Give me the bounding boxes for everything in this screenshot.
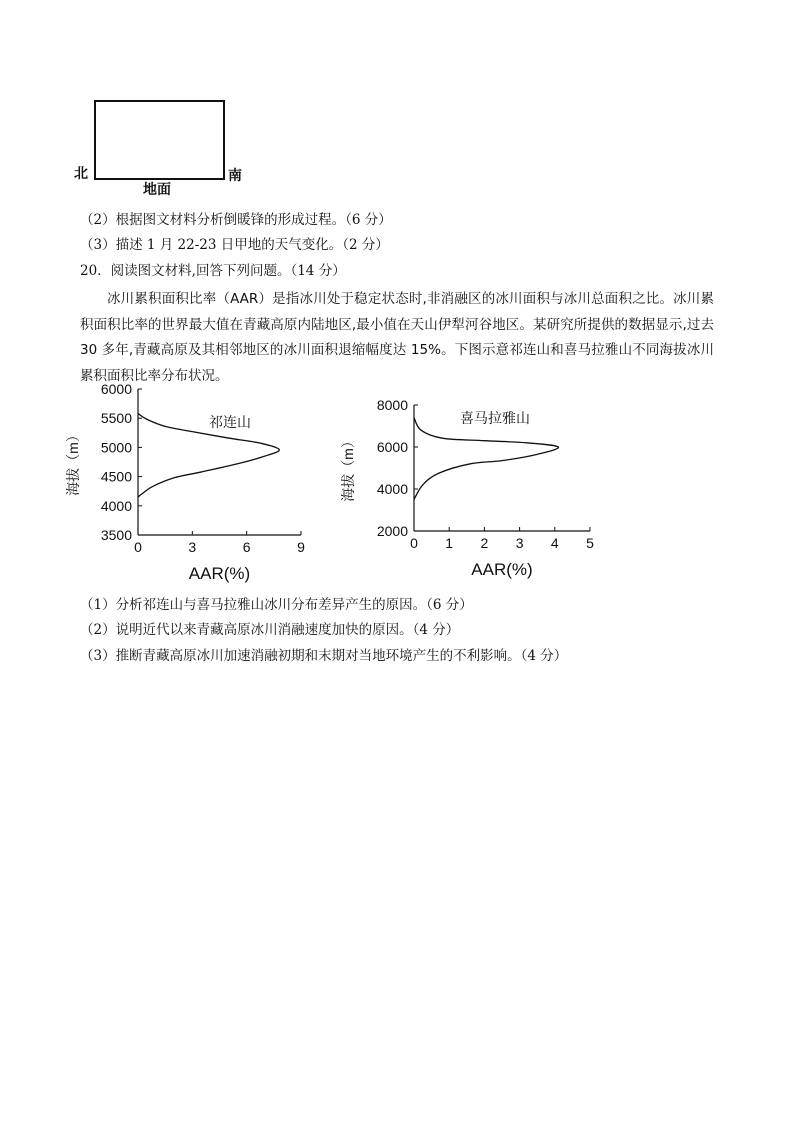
q19-part2: （2）根据图文材料分析倒暖锋的形成过程。（6 分） <box>80 212 392 228</box>
chart-himalaya <box>335 380 615 585</box>
q20-material: 冰川累积面积比率（AAR）是指冰川处于稳定状态时,非消融区的冰川面积与冰川总面积之比。冰川累积面积比率的世界最大值在青藏高原内陆地区,最小值在天山伊犁河谷地区。某研究所提供的数据显示,过去 30 多年,青藏高原及其相邻地区的冰川面积退缩幅度达 15%。下图示意祁连山和喜马拉雅山不同海拔冰川累积面积比率分布状况。 <box>80 291 714 384</box>
x-tick-label: 6 <box>242 539 251 555</box>
y-tick-label: 8000 <box>376 397 408 413</box>
chart-qilian <box>60 380 320 585</box>
x-tick-label: 3 <box>188 539 197 555</box>
q20-part3: （3）推断青藏高原冰川加速消融初期和末期对当地环境产生的不利影响。（4 分） <box>80 648 568 664</box>
y-tick-label: 4000 <box>100 497 132 514</box>
y-axis-label: 海拔（m） <box>340 434 356 502</box>
y-tick-label: 6000 <box>100 381 132 397</box>
x-tick-label: 2 <box>480 535 489 551</box>
x-axis-label: AAR(%) <box>471 560 533 579</box>
y-tick-label: 6000 <box>376 439 408 455</box>
x-tick-label: 0 <box>134 539 142 555</box>
q20-part2: （2）说明近代以来青藏高原冰川消融速度加快的原因。（4 分） <box>80 622 460 638</box>
front-diagram <box>94 100 225 180</box>
x-axis-label: AAR(%) <box>188 564 251 583</box>
y-axis-label: 海拔（m） <box>65 428 81 496</box>
x-tick-label: 4 <box>550 535 559 551</box>
chart-title: 喜马拉雅山 <box>460 410 530 426</box>
x-tick-label: 9 <box>297 539 305 555</box>
y-tick-label: 5500 <box>100 410 132 427</box>
x-tick-label: 5 <box>586 535 594 551</box>
y-tick-label: 4500 <box>100 468 132 485</box>
q20-part1: （1）分析祁连山与喜马拉雅山冰川分布差异产生的原因。（6 分） <box>80 597 473 613</box>
chart-title: 祁连山 <box>209 414 251 430</box>
y-tick-label: 4000 <box>376 481 408 497</box>
y-tick-label: 2000 <box>376 523 408 539</box>
y-tick-label: 3500 <box>100 527 132 543</box>
x-tick-label: 0 <box>410 535 418 551</box>
ground-label: 地面 <box>143 182 171 198</box>
q20-heading: 20．阅读图文材料,回答下列问题。（14 分） <box>80 263 346 279</box>
north-label: 北 <box>74 166 88 182</box>
aar-curve <box>414 418 558 500</box>
south-label: 南 <box>228 168 242 184</box>
q19-part3: （3）描述 1 月 22-23 日甲地的天气变化。（2 分） <box>80 237 389 253</box>
y-tick-label: 5000 <box>100 439 132 456</box>
x-tick-label: 1 <box>445 535 454 551</box>
x-tick-label: 3 <box>515 535 524 551</box>
